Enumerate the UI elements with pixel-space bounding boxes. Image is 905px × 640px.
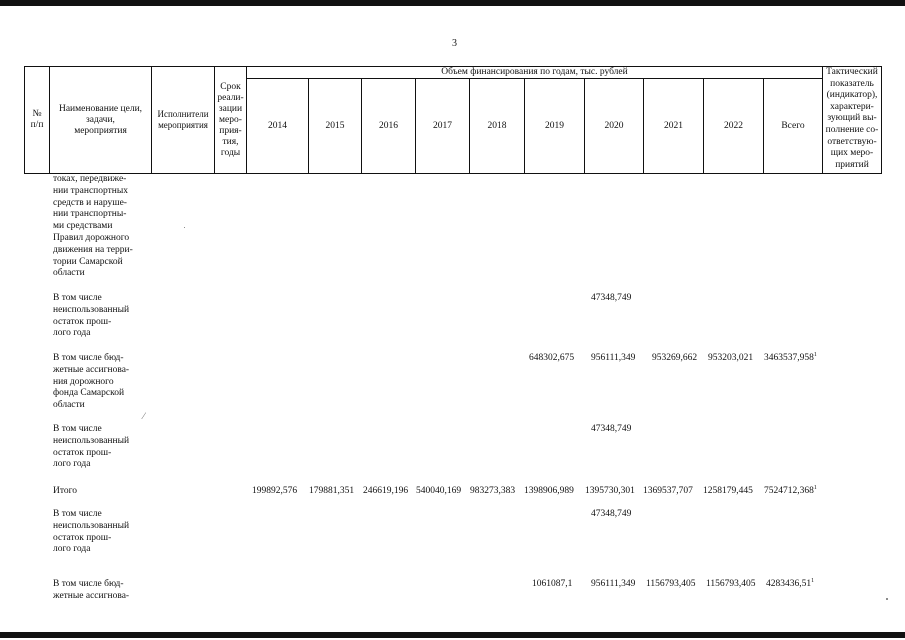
row-name-road-fund: В том числе бюд- жетные ассигнова- ния дорожного фонда Самарской области	[53, 353, 130, 411]
year-2019: 2019	[545, 120, 564, 131]
row4-2015: 179881,351	[309, 486, 355, 496]
bottom-border	[0, 632, 905, 638]
year-2022: 2022	[724, 120, 743, 131]
row-name-unused-balance-1: В том числе неиспользованный остаток прош- лого года	[53, 293, 130, 339]
year-2021: 2021	[664, 120, 683, 131]
row4-2022: 1258179,445	[703, 486, 753, 496]
header-no: № п/п	[30, 109, 44, 130]
row2-total-value: 3463537,958	[764, 353, 814, 363]
header-executors: Исполнители мероприятия	[157, 109, 209, 130]
row4-2019: 1398906,989	[524, 486, 574, 496]
row3-2020: 47348,749	[591, 424, 632, 434]
row6-total-footnote: 1	[811, 577, 815, 584]
row-name-total: Итого	[53, 486, 78, 496]
scan-speck	[886, 598, 888, 600]
row4-2014: 199892,576	[252, 486, 298, 496]
row-name-continuation: токах, передвиже- нии транспортных средств и наруше- нии транспортны- ми средствами Правил дорожного движения на терри- тории Самарской области	[53, 174, 133, 279]
row6-2019: 1061087,1	[532, 579, 573, 589]
scan-speck	[184, 227, 185, 228]
row2-total	[764, 353, 817, 363]
row4-total	[764, 486, 817, 496]
row4-total-footnote: 1	[813, 484, 817, 491]
row2-2022: 953203,021	[708, 353, 754, 363]
top-border	[0, 0, 905, 6]
year-total: Всего	[781, 120, 805, 131]
row-name-unused-balance-2: В том числе неиспользованный остаток прош- лого года	[53, 424, 130, 470]
header-name: Наименование цели, задачи, мероприятия	[58, 103, 143, 136]
row4-2018: 983273,383	[470, 486, 516, 496]
row-name-unused-balance-3: В том числе неиспользованный остаток прош- лого года	[53, 509, 130, 555]
row-name-budget-allocations: В том числе бюд- жетные ассигнова-	[53, 579, 130, 601]
year-2017: 2017	[433, 120, 452, 131]
row6-2020: 956111,349	[591, 579, 636, 589]
year-2020: 2020	[604, 120, 624, 131]
row6-2021: 1156793,405	[646, 579, 696, 589]
row6-total-value: 4283436,51	[766, 579, 812, 589]
row4-2021: 1369537,707	[643, 486, 693, 496]
row4-2017: 540040,169	[416, 486, 462, 496]
row2-total-footnote: 1	[813, 351, 817, 358]
row5-2020: 47348,749	[591, 509, 632, 519]
header-term: Срок реали- зации меро- прия- тия, годы	[217, 81, 244, 158]
year-2015: 2015	[325, 120, 345, 131]
row2-2020: 956111,349	[591, 353, 636, 363]
row1-2020: 47348,749	[591, 293, 632, 303]
row4-2020: 1395730,301	[585, 486, 635, 496]
row4-total-value: 7524712,368	[764, 486, 814, 496]
row6-total	[766, 579, 814, 589]
row6-2022: 1156793,405	[706, 579, 756, 589]
year-2014: 2014	[268, 120, 287, 131]
year-2016: 2016	[379, 120, 398, 131]
row4-2016: 246619,196	[363, 486, 409, 496]
year-2018: 2018	[487, 120, 507, 131]
header-funding: Объем финансирования по годам, тыс. рублей	[441, 67, 628, 77]
row2-2021: 953269,662	[652, 353, 698, 363]
page-number: 3	[452, 38, 457, 49]
row2-2019: 648302,675	[529, 353, 575, 363]
pen-mark: ⁄	[143, 411, 145, 421]
header-indicator: Тактический показатель (индикатор), характери- зующий вы- полнение со- ответствую- щих меро- приятий	[825, 67, 879, 170]
